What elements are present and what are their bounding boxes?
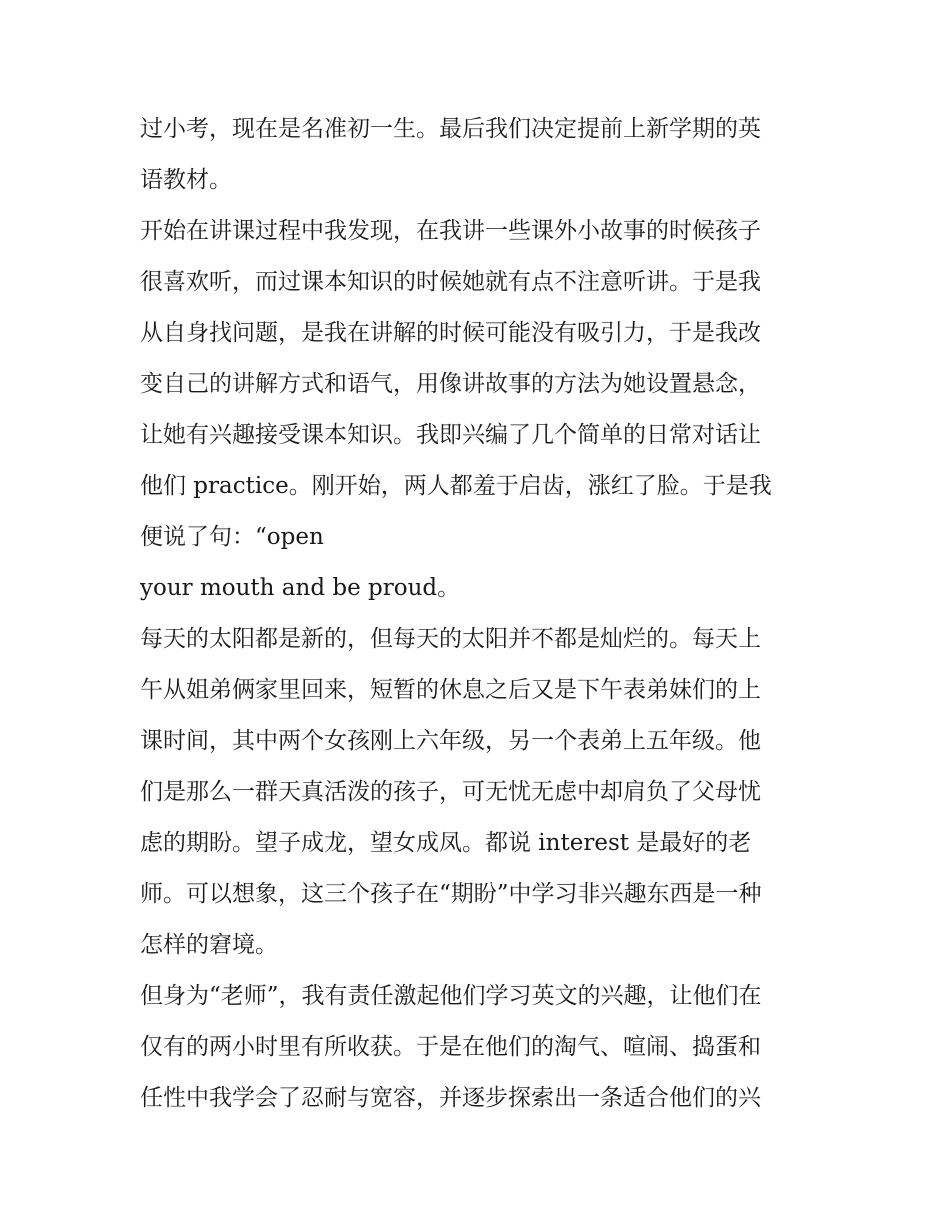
text-line: 便说了句：“open (140, 524, 324, 550)
paragraph-5 (140, 971, 812, 1124)
text-line: 变自己的讲解方式和语气，用像讲故事的方法为她设置悬念， (140, 371, 761, 397)
text-line: 从自身找问题，是我在讲解的时候可能没有吸引力，于是我改 (140, 320, 761, 346)
text-line: 午从姐弟俩家里回来，短暂的休息之后又是下午表弟妹们的上 (140, 677, 761, 703)
text-line: 他们 practice。刚开始，两人都羞于启齿，涨红了脸。于是我 (140, 473, 772, 499)
paragraph-2 (140, 206, 812, 563)
text-line: 语教材。 (140, 167, 232, 193)
text-line: 课时间，其中两个女孩刚上六年级，另一个表弟上五年级。他 (140, 728, 761, 754)
text-line: 但身为“老师”，我有责任激起他们学习英文的兴趣，让他们在 (140, 983, 762, 1009)
text-line: your mouth and be proud。 (140, 575, 461, 601)
text-line: 每天的太阳都是新的，但每天的太阳并不都是灿烂的。每天上 (140, 626, 761, 652)
text-line: 怎样的窘境。 (140, 932, 278, 958)
document-body (140, 104, 812, 1124)
paragraph-3 (140, 563, 812, 614)
text-line: 师。可以想象，这三个孩子在“期盼”中学习非兴趣东西是一种 (140, 881, 762, 907)
text-line: 们是那么一群天真活泼的孩子，可无忧无虑中却肩负了父母忧 (140, 779, 761, 805)
text-line: 开始在讲课过程中我发现，在我讲一些课外小故事的时候孩子 (140, 218, 761, 244)
text-line: 任性中我学会了忍耐与宽容，并逐步探索出一条适合他们的兴 (140, 1085, 761, 1111)
text-line: 过小考，现在是名准初一生。最后我们决定提前上新学期的英 (140, 116, 761, 142)
text-line: 仅有的两小时里有所收获。于是在他们的淘气、喧闹、捣蛋和 (140, 1034, 761, 1060)
paragraph-4 (140, 614, 812, 971)
text-line: 虑的期盼。望子成龙，望女成凤。都说 interest 是最好的老 (140, 830, 752, 856)
text-line: 让她有兴趣接受课本知识。我即兴编了几个简单的日常对话让 (140, 422, 761, 448)
paragraph-1 (140, 104, 812, 206)
text-line: 很喜欢听，而过课本知识的时候她就有点不注意听讲。于是我 (140, 269, 761, 295)
